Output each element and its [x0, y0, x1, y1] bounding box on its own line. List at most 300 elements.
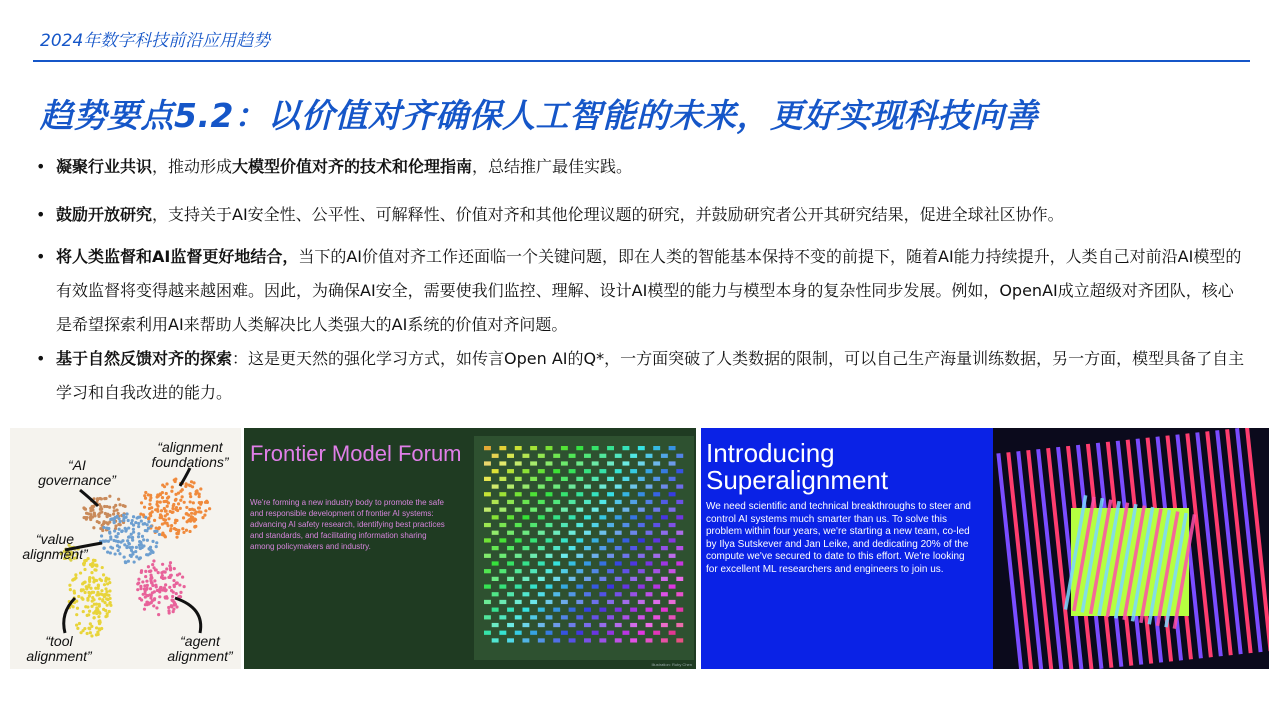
cluster-dot: [89, 587, 92, 590]
cluster-dot: [145, 601, 148, 604]
grid-cell: [546, 508, 553, 512]
grid-cell: [515, 584, 522, 588]
grid-cell: [615, 592, 622, 596]
grid-cell: [530, 508, 537, 512]
cluster-dot: [97, 583, 100, 586]
grid-cell: [569, 484, 576, 488]
grid-cell: [592, 600, 599, 604]
cluster-dot: [124, 561, 127, 564]
grid-cell: [646, 561, 653, 565]
grid-cell: [553, 531, 560, 535]
grid-cell: [607, 446, 614, 450]
grid-cell: [530, 538, 537, 542]
grid-cell: [546, 523, 553, 527]
cluster-dot: [206, 501, 209, 504]
cluster-dot: [153, 598, 156, 601]
grid-cell: [553, 577, 560, 581]
grid-cell: [538, 515, 545, 519]
grid-cell: [499, 538, 506, 542]
grid-cell: [576, 569, 583, 573]
grid-cell: [561, 523, 568, 527]
cluster-dot: [117, 532, 120, 535]
cluster-dot: [166, 505, 169, 508]
cluster-dot: [131, 536, 134, 539]
cluster-dot: [102, 547, 105, 550]
grid-cell: [630, 638, 637, 642]
grid-cell: [530, 461, 537, 465]
grid-cell: [553, 515, 560, 519]
cluster-dot: [174, 519, 177, 522]
grid-cell: [592, 584, 599, 588]
cluster-dot: [109, 546, 112, 549]
grid-cell: [599, 638, 606, 642]
cluster-dot: [102, 522, 105, 525]
cluster-dot: [146, 539, 149, 542]
grid-cell: [576, 584, 583, 588]
grid-cell: [653, 508, 660, 512]
grid-cell: [669, 600, 676, 604]
cluster-dot: [165, 482, 168, 485]
grid-cell: [538, 623, 545, 627]
grid-cell: [592, 461, 599, 465]
cluster-dot: [145, 553, 148, 556]
grid-cell: [607, 508, 614, 512]
cluster-dot: [148, 570, 151, 573]
grid-cell: [538, 469, 545, 473]
cluster-dot: [137, 522, 140, 525]
grid-cell: [507, 469, 514, 473]
cluster-dot: [115, 509, 118, 512]
grid-cell: [599, 546, 606, 550]
grid-cell: [599, 577, 606, 581]
cluster-dot: [157, 571, 160, 574]
superalignment-stripes-graphic: [993, 428, 1269, 669]
grid-cell: [669, 538, 676, 542]
cluster-dot: [150, 601, 153, 604]
cluster-dot: [94, 564, 97, 567]
grid-cell: [522, 561, 529, 565]
cluster-dot: [161, 563, 164, 566]
grid-cell: [576, 446, 583, 450]
grid-cell: [522, 546, 529, 550]
grid-cell: [592, 523, 599, 527]
grid-cell: [638, 554, 645, 558]
grid-cell: [522, 484, 529, 488]
cluster-dot: [82, 506, 85, 509]
grid-cell: [622, 523, 629, 527]
grid-cell: [676, 484, 683, 488]
cluster-dot: [167, 517, 170, 520]
cluster-dot: [105, 590, 108, 593]
cluster-dot: [177, 502, 180, 505]
grid-cell: [630, 608, 637, 612]
cluster-dot: [163, 507, 166, 510]
grid-cell: [569, 546, 576, 550]
grid-cell: [676, 608, 683, 612]
cluster-dot: [185, 482, 188, 485]
grid-cell: [676, 546, 683, 550]
cluster-dot: [147, 493, 150, 496]
grid-cell: [538, 561, 545, 565]
cluster-dot: [169, 574, 172, 577]
grid-cell: [538, 531, 545, 535]
grid-cell: [492, 469, 499, 473]
grid-cell: [499, 477, 506, 481]
grid-cell: [622, 569, 629, 573]
cluster-dot: [165, 567, 168, 570]
cluster-dot: [141, 535, 144, 538]
grid-cell: [615, 531, 622, 535]
grid-cell: [546, 600, 553, 604]
cluster-dot: [142, 513, 145, 516]
grid-cell: [484, 508, 491, 512]
grid-cell: [661, 623, 668, 627]
grid-cell: [676, 623, 683, 627]
cluster-dot: [104, 539, 107, 542]
cluster-dot: [137, 581, 140, 584]
cluster-dot: [167, 495, 170, 498]
grid-cell: [653, 584, 660, 588]
cluster-dot: [75, 613, 78, 616]
cluster-dot: [104, 609, 107, 612]
cluster-dot: [108, 602, 111, 605]
cluster-dot: [145, 588, 148, 591]
cluster-dot: [179, 507, 182, 510]
header-divider: [33, 60, 1250, 62]
cluster-dot: [155, 541, 158, 544]
cluster-dot: [179, 591, 182, 594]
cluster-dot: [178, 583, 181, 586]
image-strip: [10, 428, 1270, 669]
cluster-dot: [105, 505, 108, 508]
grid-cell: [530, 600, 537, 604]
cluster-dot: [170, 604, 173, 607]
cluster-dot: [149, 579, 152, 582]
grid-cell: [561, 461, 568, 465]
grid-cell: [630, 484, 637, 488]
cluster-dot: [130, 522, 133, 525]
grid-cell: [669, 631, 676, 635]
cluster-dot: [179, 499, 182, 502]
cluster-dot: [107, 527, 110, 530]
grid-cell: [646, 484, 653, 488]
grid-cell: [638, 508, 645, 512]
grid-cell: [630, 469, 637, 473]
grid-cell: [646, 577, 653, 581]
cluster-dot: [155, 545, 158, 548]
grid-cell: [622, 615, 629, 619]
cluster-dot: [155, 530, 158, 533]
cluster-dot: [74, 576, 77, 579]
grid-cell: [599, 469, 606, 473]
grid-cell: [484, 492, 491, 496]
grid-cell: [653, 569, 660, 573]
cluster-dot: [79, 571, 82, 574]
grid-cell: [553, 623, 560, 627]
cluster-dot: [82, 516, 85, 519]
grid-cell: [615, 454, 622, 458]
cluster-dot: [98, 612, 101, 615]
cluster-dot: [174, 493, 177, 496]
cluster-dot: [181, 575, 184, 578]
cluster-dot: [113, 509, 116, 512]
bullet-item: [36, 150, 1246, 184]
grid-cell: [599, 608, 606, 612]
cluster-dot: [74, 573, 77, 576]
label-agent-alignment: “agent alignment”: [167, 633, 233, 664]
cluster-dot: [169, 510, 172, 513]
cluster-dot: [193, 525, 196, 528]
cluster-dot: [152, 604, 155, 607]
cluster-dot: [81, 598, 84, 601]
cluster-dot: [183, 585, 186, 588]
grid-cell: [561, 538, 568, 542]
cluster-dot: [122, 517, 125, 520]
cluster-dot: [89, 622, 92, 625]
grid-cell: [653, 554, 660, 558]
cluster-dot: [172, 591, 175, 594]
grid-cell: [484, 477, 491, 481]
grid-cell: [630, 592, 637, 596]
cluster-dot: [167, 606, 170, 609]
grid-cell: [638, 631, 645, 635]
grid-cell: [530, 477, 537, 481]
grid-cell: [492, 592, 499, 596]
cluster-dot: [118, 528, 121, 531]
grid-cell: [561, 492, 568, 496]
cluster-dot: [143, 608, 146, 611]
grid-cell: [499, 523, 506, 527]
grid-cell: [561, 631, 568, 635]
grid-cell: [561, 584, 568, 588]
grid-cell: [499, 446, 506, 450]
grid-cell: [669, 523, 676, 527]
grid-cell: [661, 484, 668, 488]
grid-cell: [576, 538, 583, 542]
grid-cell: [599, 592, 606, 596]
cluster-dot: [108, 495, 111, 498]
cluster-dot: [138, 540, 141, 543]
grid-cell: [515, 477, 522, 481]
grid-cell: [653, 446, 660, 450]
grid-cell: [676, 500, 683, 504]
alignment-cluster-image: [10, 428, 241, 669]
cluster-dot: [175, 532, 178, 535]
cluster-dot: [104, 512, 107, 515]
grid-cell: [576, 600, 583, 604]
cluster-dot: [122, 514, 125, 517]
grid-cell: [653, 615, 660, 619]
grid-cell: [484, 554, 491, 558]
cluster-dot: [125, 546, 128, 549]
cluster-dot: [155, 606, 158, 609]
grid-cell: [584, 592, 591, 596]
grid-cell: [522, 454, 529, 458]
grid-cell: [522, 638, 529, 642]
cluster-dot: [161, 533, 164, 536]
grid-cell: [638, 584, 645, 588]
cluster-dot: [156, 505, 159, 508]
cluster-dot: [108, 581, 111, 584]
cluster-dot: [140, 598, 143, 601]
cluster-dot: [144, 575, 147, 578]
cluster-dot: [101, 566, 104, 569]
cluster-dot: [137, 578, 140, 581]
cluster-dot: [103, 583, 106, 586]
grid-cell: [622, 477, 629, 481]
cluster-dot: [87, 613, 90, 616]
grid-cell: [599, 531, 606, 535]
grid-cell: [530, 615, 537, 619]
grid-cell: [607, 554, 614, 558]
grid-cell: [599, 623, 606, 627]
cluster-dot: [141, 580, 144, 583]
bullet-bold: 大模型价值对齐的技术和伦理指南: [232, 157, 473, 176]
grid-cell: [569, 500, 576, 504]
grid-cell: [530, 584, 537, 588]
cluster-dot: [114, 539, 117, 542]
cluster-dot: [73, 591, 76, 594]
grid-cell: [607, 615, 614, 619]
grid-cell: [622, 461, 629, 465]
cluster-dot: [82, 562, 85, 565]
cluster-dot: [114, 552, 117, 555]
cluster-dot: [148, 507, 151, 510]
grid-cell: [553, 454, 560, 458]
grid-cell: [592, 631, 599, 635]
grid-cell: [553, 546, 560, 550]
cluster-dot: [208, 507, 211, 510]
cluster-dot: [198, 493, 201, 496]
grid-cell: [553, 469, 560, 473]
grid-cell: [499, 461, 506, 465]
cluster-dot: [88, 610, 91, 613]
cluster-dot: [179, 595, 182, 598]
grid-cell: [492, 531, 499, 535]
cluster-dot: [172, 608, 175, 611]
cluster-dot: [200, 501, 203, 504]
grid-cell: [676, 592, 683, 596]
grid-cell: [515, 554, 522, 558]
cluster-dot: [164, 500, 167, 503]
cluster-dot: [113, 520, 116, 523]
cluster-dot: [171, 485, 174, 488]
grid-cell: [607, 492, 614, 496]
grid-cell: [653, 631, 660, 635]
grid-cell: [522, 577, 529, 581]
grid-cell: [638, 446, 645, 450]
grid-cell: [499, 569, 506, 573]
grid-cell: [661, 515, 668, 519]
cluster-dot: [117, 512, 120, 515]
grid-cell: [615, 484, 622, 488]
grid-cell: [507, 500, 514, 504]
cluster-dot: [144, 595, 147, 598]
cluster-dot: [91, 505, 94, 508]
grid-cell: [653, 538, 660, 542]
grid-cell: [653, 523, 660, 527]
bullet-dot: •: [36, 205, 46, 224]
cluster-dot: [69, 588, 72, 591]
grid-cell: [492, 561, 499, 565]
grid-cell: [515, 600, 522, 604]
bullet-text: ，总结推广最佳实践。: [472, 157, 633, 176]
cluster-dot: [100, 589, 103, 592]
grid-cell: [622, 508, 629, 512]
grid-cell: [592, 477, 599, 481]
cluster-dot: [119, 523, 122, 526]
grid-cell: [607, 600, 614, 604]
cluster-dot: [128, 546, 131, 549]
cluster-dot: [93, 568, 96, 571]
cluster-dot: [142, 538, 145, 541]
cluster-dot: [156, 500, 159, 503]
cluster-dot: [127, 536, 130, 539]
cluster-dot: [147, 565, 150, 568]
cluster-dot: [84, 591, 87, 594]
grid-cell: [515, 446, 522, 450]
grid-cell: [492, 608, 499, 612]
grid-cell: [615, 638, 622, 642]
cluster-dot: [85, 585, 88, 588]
cluster-dot: [133, 560, 136, 563]
grid-cell: [569, 638, 576, 642]
cluster-dot: [92, 598, 95, 601]
cluster-dot: [175, 592, 178, 595]
cluster-dot: [188, 508, 191, 511]
cluster-dot: [152, 559, 155, 562]
cluster-dot: [110, 517, 113, 520]
grid-cell: [546, 554, 553, 558]
cluster-dot: [103, 601, 106, 604]
cluster-dot: [117, 549, 120, 552]
grid-cell: [622, 446, 629, 450]
cluster-dot: [144, 570, 147, 573]
grid-cell: [492, 500, 499, 504]
grid-cell: [615, 561, 622, 565]
grid-cell: [484, 538, 491, 542]
grid-cell: [492, 546, 499, 550]
cluster-dot: [178, 572, 181, 575]
grid-cell: [599, 484, 606, 488]
cluster-dot: [78, 622, 81, 625]
cluster-dot: [185, 529, 188, 532]
bullet-bold: 鼓励开放研究: [56, 205, 153, 224]
cluster-dot: [100, 627, 103, 630]
cluster-dot: [95, 603, 98, 606]
cluster-dot: [88, 595, 91, 598]
cluster-dot: [181, 495, 184, 498]
grid-cell: [515, 538, 522, 542]
grid-cell: [546, 631, 553, 635]
grid-cell: [599, 561, 606, 565]
cluster-dot: [160, 509, 163, 512]
cluster-dot: [118, 546, 121, 549]
bullet-dot: •: [36, 157, 46, 176]
grid-cell: [622, 492, 629, 496]
grid-cell: [676, 531, 683, 535]
grid-cell: [615, 500, 622, 504]
cluster-dot: [149, 496, 152, 499]
cluster-dot: [148, 503, 151, 506]
cluster-dot: [199, 511, 202, 514]
cluster-dot: [176, 509, 179, 512]
cluster-dot: [169, 527, 172, 530]
grid-cell: [546, 538, 553, 542]
cluster-dot: [112, 512, 115, 515]
cluster-dot: [174, 498, 177, 501]
cluster-dot: [145, 580, 148, 583]
